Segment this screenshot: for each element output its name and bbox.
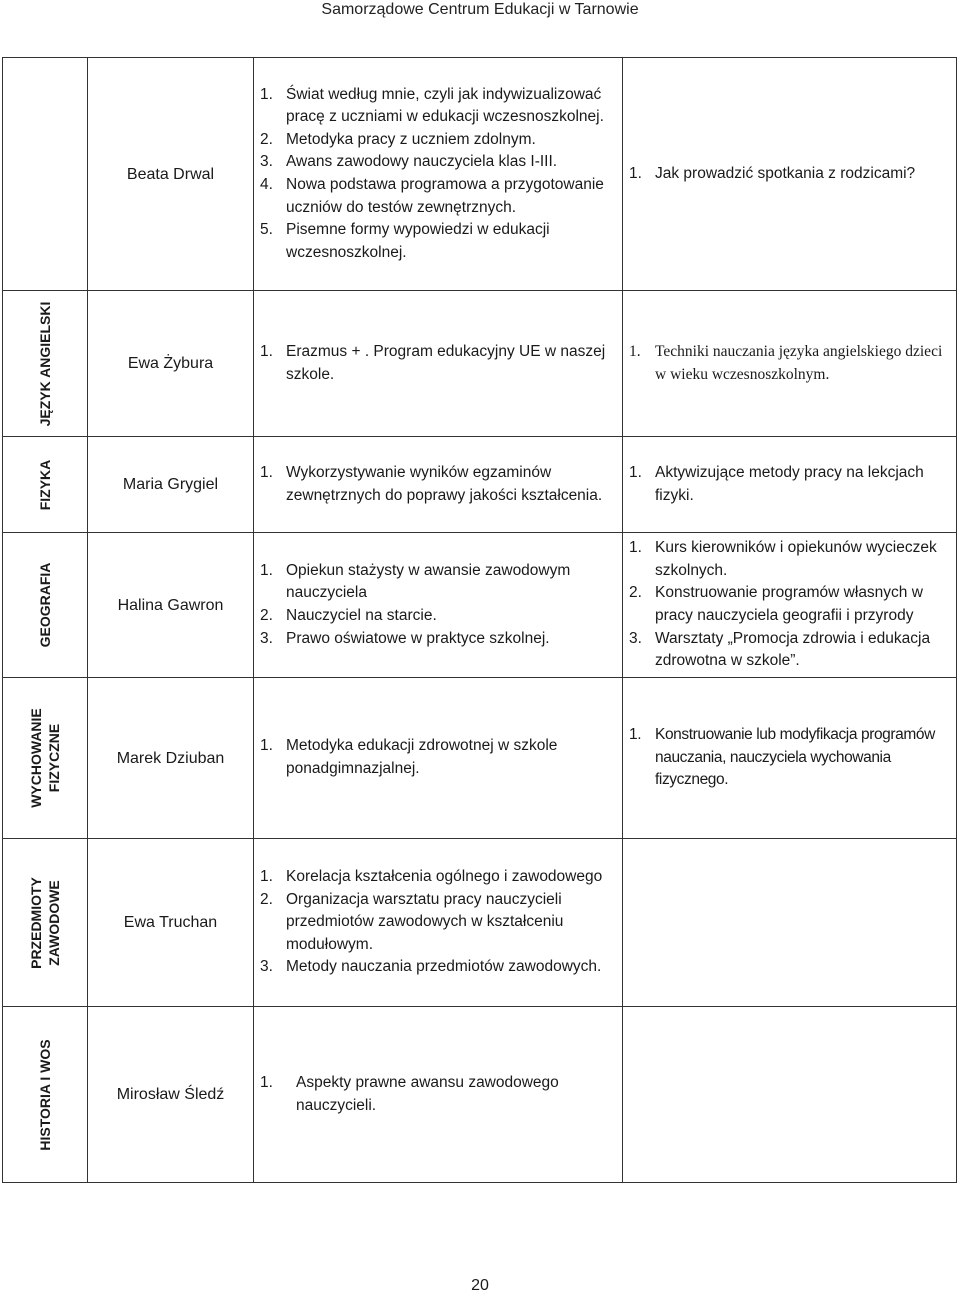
list-item xyxy=(629,724,956,792)
list-item xyxy=(260,462,622,507)
list-item xyxy=(629,628,956,673)
table-row xyxy=(3,839,957,1007)
item-number: 2. xyxy=(260,890,273,908)
item-number: 1. xyxy=(260,868,273,886)
item-number: 3. xyxy=(260,153,273,171)
training-list xyxy=(629,163,956,186)
item-number: 1. xyxy=(629,463,642,481)
item-text: Świat według mnie, czyli jak indywizualizować pracę z uczniami w edukacji wczesnoszkolnej. xyxy=(286,85,604,126)
topics-list xyxy=(260,866,622,979)
list-item xyxy=(629,462,956,507)
topics-list xyxy=(260,341,622,386)
item-text: Warsztaty „Promocja zdrowia i edukacja zdrowotna w szkole”. xyxy=(655,629,931,670)
item-text: Techniki nauczania języka angielskiego dzieci w wieku wczesnoszkolnym. xyxy=(655,342,943,383)
list-item xyxy=(629,163,956,186)
topics-list xyxy=(260,560,622,650)
item-number: 2. xyxy=(629,584,642,602)
item-text: Awans zawodowy nauczyciela klas I-III. xyxy=(286,153,558,171)
page-header: Samorządowe Centrum Edukacji w Tarnowie xyxy=(321,1,639,18)
list-item xyxy=(260,151,622,174)
item-text: Korelacja kształcenia ogólnego i zawodowego xyxy=(286,868,603,886)
item-text: Jak prowadzić spotkania z rodzicami? xyxy=(655,164,916,182)
teacher-name: Halina Gawron xyxy=(88,533,254,678)
table-row xyxy=(3,678,957,839)
list-item xyxy=(260,560,622,605)
teacher-name: Beata Drwal xyxy=(88,58,254,291)
topics-list xyxy=(260,1072,622,1117)
training-list xyxy=(629,462,956,507)
training-cell xyxy=(623,58,957,291)
list-item xyxy=(260,174,622,219)
training-cell xyxy=(623,291,957,437)
training-list xyxy=(629,341,956,386)
list-item xyxy=(260,219,622,264)
training-list xyxy=(629,724,956,792)
teacher-name: Mirosław Śledź xyxy=(88,1007,254,1183)
table-row xyxy=(3,533,957,678)
topics-cell xyxy=(254,291,623,437)
item-number: 1. xyxy=(629,164,642,182)
topics-cell xyxy=(254,839,623,1007)
item-number: 1. xyxy=(260,342,273,360)
item-text: Metodyka edukacji zdrowotnej w szkole ponadgimnazjalnej. xyxy=(286,737,558,777)
training-cell xyxy=(623,437,957,533)
training-cell xyxy=(623,1007,957,1183)
subject-cell xyxy=(3,533,88,678)
item-text: Kurs kierowników i opiekunów wycieczek szkolnych. xyxy=(655,539,937,579)
list-item xyxy=(260,1072,622,1117)
training-cell xyxy=(623,678,957,839)
subject-label: WYCHOWANIE FIZYCZNE xyxy=(28,708,62,808)
item-text: Opiekun stażysty w awansie zawodowym nauczyciela xyxy=(286,561,571,602)
list-item xyxy=(260,129,622,152)
item-number: 3. xyxy=(260,958,273,976)
teacher-name: Maria Grygiel xyxy=(88,437,254,533)
subject-cell xyxy=(3,1007,88,1183)
topics-cell xyxy=(254,58,623,291)
item-number: 4. xyxy=(260,176,273,193)
item-text: Nowa podstawa programowa a przygotowanie uczniów do testów zewnętrznych. xyxy=(286,176,604,216)
table-row xyxy=(3,291,957,437)
table-row xyxy=(3,58,957,291)
topics-cell xyxy=(254,437,623,533)
teacher-name: Ewa Żybura xyxy=(88,291,254,437)
table-row xyxy=(3,1007,957,1183)
item-number: 1. xyxy=(260,85,273,103)
subject-cell xyxy=(3,291,88,437)
subject-cell xyxy=(3,58,88,291)
item-text: Aktywizujące metody pracy na lekcjach fizyki. xyxy=(655,463,924,504)
topics-list xyxy=(260,735,622,780)
list-item xyxy=(260,605,622,628)
training-list xyxy=(629,537,956,673)
topics-cell xyxy=(254,1007,623,1183)
subject-cell xyxy=(3,437,88,533)
topics-list xyxy=(260,84,622,265)
subject-label: HISTORIA I WOS xyxy=(37,1038,53,1151)
item-number: 3. xyxy=(629,629,642,647)
list-item xyxy=(260,866,622,889)
subject-label: FIZYKA xyxy=(37,459,53,510)
item-number: 1. xyxy=(629,726,642,744)
list-item xyxy=(260,341,622,386)
item-text: Wykorzystywanie wyników egzaminów zewnętrznych do poprawy jakości kształcenia. xyxy=(286,463,603,504)
topics-cell xyxy=(254,678,623,839)
item-text: Aspekty prawne awansu zawodowego nauczycieli. xyxy=(296,1073,559,1114)
item-number: 1. xyxy=(260,1073,273,1091)
list-item xyxy=(629,537,956,582)
item-number: 1. xyxy=(260,561,273,579)
item-text: Nauczyciel na starcie. xyxy=(286,607,437,624)
training-cell xyxy=(623,839,957,1007)
list-item xyxy=(629,341,956,386)
item-number: 2. xyxy=(260,130,273,148)
training-table xyxy=(2,57,957,1183)
item-text: Erazmus + . Program edukacyjny UE w naszej szkole. xyxy=(286,342,606,383)
item-text: Organizacja warsztatu pracy nauczycieli przedmiotów zawodowych w kształceniu modułowym. xyxy=(286,890,564,953)
item-text: Metody nauczania przedmiotów zawodowych. xyxy=(286,958,602,976)
teacher-name: Marek Dziuban xyxy=(88,678,254,839)
item-number: 2. xyxy=(260,607,273,624)
subject-cell xyxy=(3,839,88,1007)
subject-label: JĘZYK ANGIELSKI xyxy=(37,301,53,426)
item-text: Prawo oświatowe w praktyce szkolnej. xyxy=(286,629,550,647)
item-number: 1. xyxy=(260,737,273,755)
item-text: Konstruowanie programów własnych w pracy nauczyciela geografii i przyrody xyxy=(655,584,923,624)
item-number: 5. xyxy=(260,221,273,239)
training-cell xyxy=(623,533,957,678)
list-item xyxy=(260,84,622,129)
topics-cell xyxy=(254,533,623,678)
item-number: 1. xyxy=(629,342,641,360)
item-text: Metodyka pracy z uczniem zdolnym. xyxy=(286,130,536,148)
item-number: 3. xyxy=(260,629,273,647)
item-number: 1. xyxy=(260,463,273,481)
list-item xyxy=(260,628,622,651)
subject-label: GEOGRAFIA xyxy=(37,562,53,648)
topics-list xyxy=(260,462,622,507)
item-text: Konstruowanie lub modyfikacja programów nauczania, nauczyciela wychowania fizycznego. xyxy=(655,726,935,789)
list-item xyxy=(260,956,622,979)
item-text: Pisemne formy wypowiedzi w edukacji wczesnoszkolnej. xyxy=(286,221,550,261)
table-row xyxy=(3,437,957,533)
list-item xyxy=(260,889,622,957)
list-item xyxy=(260,735,622,780)
list-item xyxy=(629,582,956,627)
teacher-name: Ewa Truchan xyxy=(88,839,254,1007)
item-number: 1. xyxy=(629,539,642,557)
page-number: 20 xyxy=(471,1277,489,1294)
subject-cell xyxy=(3,678,88,839)
subject-label: PRZEDMIOTY ZAWODOWE xyxy=(28,876,62,969)
